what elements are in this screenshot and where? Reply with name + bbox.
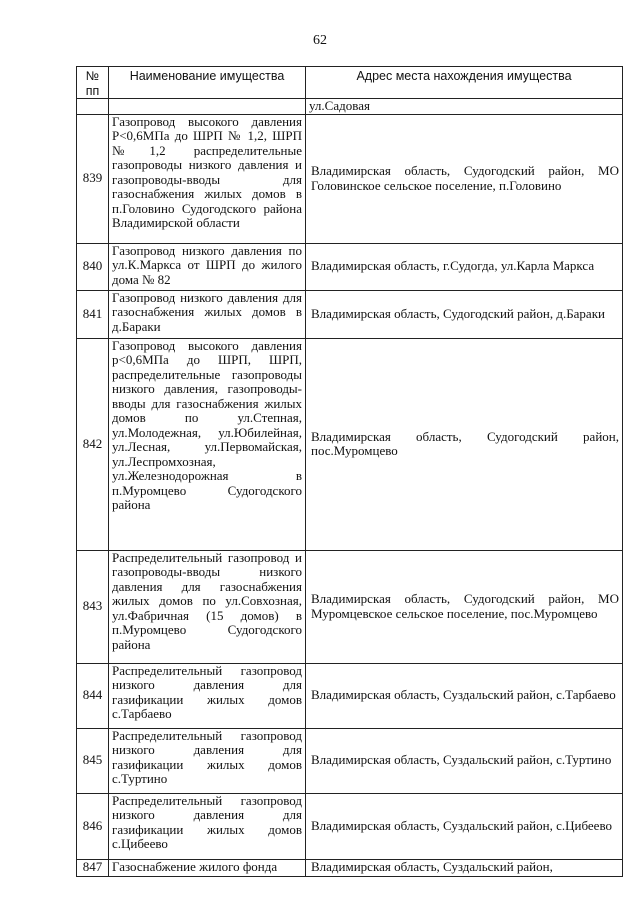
table-row [77, 859, 623, 876]
row-num: 839 [77, 114, 109, 243]
row-address: Владимирская область, г.Судогда, ул.Карла Маркса [306, 243, 623, 290]
table-row [77, 290, 623, 338]
row-name: Газопровод низкого давления по ул.К.Маркса от ШРП до жилого дома № 82 [109, 243, 306, 290]
table-row [77, 114, 623, 243]
property-table [76, 66, 623, 877]
table-row [77, 338, 623, 550]
row-num: 841 [77, 290, 109, 338]
page-number: 62 [313, 33, 327, 48]
row-name: Газопровод низкого давления для газоснабжения жилых домов в д.Бараки [109, 290, 306, 338]
row-name: Распределительный газопровод низкого давления для газификации жилых домов с.Тарбаево [109, 663, 306, 728]
row-num: 840 [77, 243, 109, 290]
row-num: 843 [77, 550, 109, 663]
header-num: № пп [77, 67, 109, 99]
row-num: 845 [77, 728, 109, 793]
row-address: Владимирская область, Судогодский район, МО Муромцевское сельское поселение, пос.Муромцево [306, 550, 623, 663]
row-name: Распределительный газопровод низкого давления для газификации жилых домов с.Цибеево [109, 793, 306, 859]
row-address: Владимирская область, Судогодский район, МО Головинское сельское поселение, п.Головино [306, 114, 623, 243]
row-num: 842 [77, 338, 109, 550]
row-address: Владимирская область, Судогодский район, д.Бараки [306, 290, 623, 338]
table-row [77, 243, 623, 290]
row-name: Распределительный газопровод и газопроводы-вводы низкого давления для газоснабжения жилых домов по ул.Совхозная, ул.Фабричная (15 домов) в п.Муромцево Судогодского района [109, 550, 306, 663]
row-name: Газоснабжение жилого фонда [109, 859, 306, 876]
row-address: Владимирская область, Судогодский район, пос.Муромцево [306, 338, 623, 550]
row-address: Владимирская область, Суздальский район, с.Туртино [306, 728, 623, 793]
row-address: Владимирская область, Суздальский район, с.Цибеево [306, 793, 623, 859]
row-name: Распределительный газопровод низкого давления для газификации жилых домов с.Туртино [109, 728, 306, 793]
row-name: Газопровод высокого давления Р<0,6МПа до ШРП № 1,2, ШРП №1,2 распределительные газопроводы низкого давления и газопроводы-вводы для газоснабжения жилых домов в п.Головино Судогодского района Владимирской области [109, 114, 306, 243]
row-num: 847 [77, 859, 109, 876]
header-address: Адрес места нахождения имущества [306, 67, 623, 99]
continuation-row [77, 99, 623, 115]
table-row [77, 663, 623, 728]
continuation-num-cell [77, 99, 109, 115]
continuation-name-cell [109, 99, 306, 115]
header-name: Наименование имущества [109, 67, 306, 99]
table-row [77, 550, 623, 663]
row-num: 846 [77, 793, 109, 859]
table-row [77, 728, 623, 793]
row-name: Газопровод высокого давления р<0,6МПа до ШРП, ШРП, распределительные газопроводы низкого давления, газопроводы-вводы для газоснабжения жилых домов по ул.Степная, ул.Молодежная, ул.Юбилейная, ул.Лесная, ул.Первомайская, ул.Леспромхозная, ул.Железнодорожная в п.Муромцево Судогодского района [109, 338, 306, 550]
table-header-row [77, 67, 623, 99]
row-address: Владимирская область, Суздальский район, [306, 859, 623, 876]
continuation-address: ул.Садовая [306, 99, 623, 115]
table-row [77, 793, 623, 859]
row-num: 844 [77, 663, 109, 728]
row-address: Владимирская область, Суздальский район, с.Тарбаево [306, 663, 623, 728]
